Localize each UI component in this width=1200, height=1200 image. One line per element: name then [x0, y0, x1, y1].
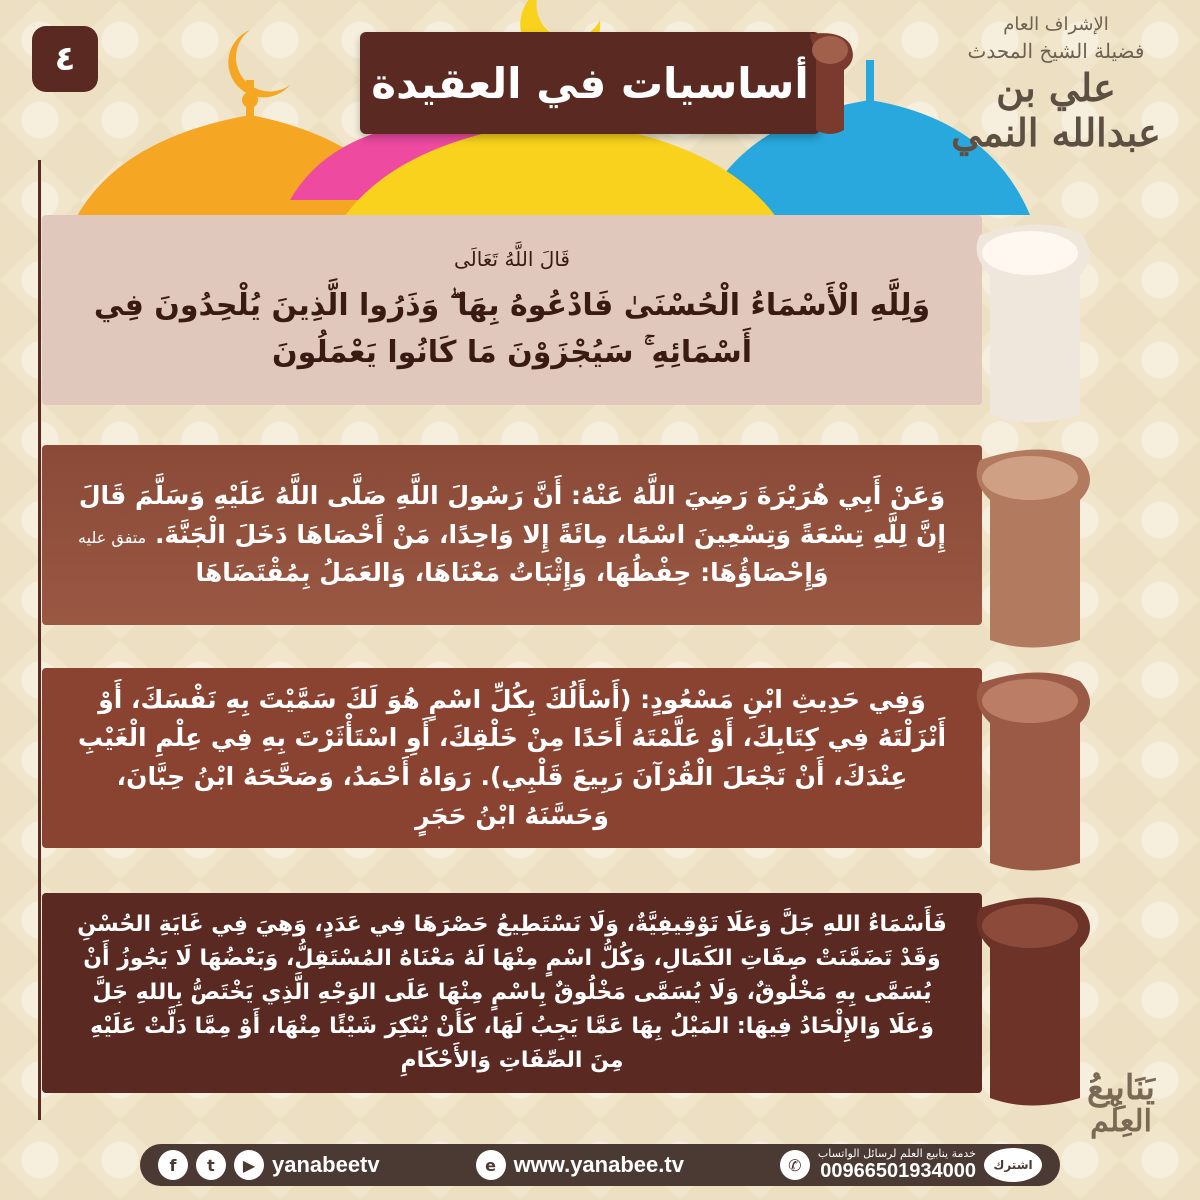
- whatsapp-note: خدمة ينابيع العلم لرسائل الواتساب: [817, 1146, 976, 1160]
- footer-bar: [140, 1144, 1060, 1186]
- website-link[interactable]: www.yanabee.tv: [513, 1152, 684, 1177]
- quran-intro: قَالَ اللَّهُ تَعَالَى: [454, 247, 570, 271]
- sheikh-credit: [936, 14, 1176, 155]
- hadith-abu-hurairah-panel: [42, 445, 982, 625]
- whatsapp-group: [780, 1148, 1042, 1182]
- credit-line1: الإشراف العام: [1003, 14, 1109, 35]
- social-handle[interactable]: yanabeetv: [272, 1152, 380, 1177]
- whatsapp-info: [818, 1148, 976, 1182]
- scroll-icon-3: [960, 663, 1110, 878]
- credit-line3: علي بن عبدالله النمي: [951, 65, 1161, 155]
- whatsapp-icon[interactable]: ✆: [780, 1150, 810, 1180]
- quran-verse: وَلِلَّهِ الْأَسْمَاءُ الْحُسْنَىٰ فَادْعُوهُ بِهَا ۖ وَذَرُوا الَّذِينَ يُلْحِدُونَ فِي أَسْمَائِهِ ۚ سَيُجْزَوْنَ مَا كَانُوا يَعْمَلُونَ: [93, 288, 931, 370]
- scroll-icon-1: [960, 215, 1110, 430]
- website-icon[interactable]: e: [476, 1150, 506, 1180]
- page-title: أساسيات في العقيدة: [371, 58, 809, 108]
- facebook-icon[interactable]: f: [158, 1150, 188, 1180]
- website-group: [476, 1150, 684, 1180]
- title-scroll-icon: [800, 30, 860, 138]
- ihsaa-explanation: وَإِحْصَاؤُهَا: حِفْظُهَا، وَإِثْبَاتُ مَعْنَاهَا، وَالعَمَلُ بِمُقْتَضَاهَا: [195, 558, 829, 588]
- twitter-icon[interactable]: t: [196, 1150, 226, 1180]
- phone-number[interactable]: 00966501934000: [820, 1160, 976, 1183]
- conclusion-panel: [42, 893, 982, 1093]
- hadith-source: متفق عليه: [78, 527, 147, 547]
- subscribe-badge[interactable]: اشترك: [984, 1148, 1042, 1182]
- hadith-abu-hurairah-text: وَعَنْ أَبِي هُرَيْرَةَ رَضِيَ اللَّهُ عَنْهُ: أَنَّ رَسُولَ اللَّهِ صَلَّى اللَّهُ عَلَيْهِ وَسَلَّمَ قَالَ إِنَّ لِلَّهِ تِسْعَةً وَتِسْعِينَ اسْمًا، مِائَةً إِلا وَاحِدًا، مَنْ أَحْصَاهَا دَخَلَ الْجَنَّةَ. متفق عليه: [78, 480, 946, 549]
- credit-line2: فضيلة الشيخ المحدث: [967, 39, 1145, 63]
- youtube-icon[interactable]: ▶: [234, 1150, 264, 1180]
- conclusion-text: فَأَسْمَاءُ اللهِ جَلَّ وَعَلَا تَوْقِيفِيَّةٌ، وَلَا نَسْتَطِيعُ حَصْرَهَا فِي عَدَدٍ، وَهِيَ فِي غَايَةِ الحُسْنِ وَقَدْ تَضَمَّنَتْ صِفَاتِ الكَمَالِ، وَكُلُّ اسْمٍ مِنْهَا لَهُ مَعْنَاهُ المُسْتَقِلُّ، وَبَعْضُهَا لَا يَجُوزُ أَنْ يُسَمَّى بِهِ مَخْلُوقٌ، وَلَا يُسَمَّى مَخْلُوقٌ بِاسْمٍ مِنْهَا عَلَى الوَجْهِ الَّذِي يَخْتَصُّ بِاللهِ جَلَّ وَعَلَا وَالإِلْحَادُ فِيهَا: المَيْلُ بِهَا عَمَّا يَجِبُ لَهَا، كَأَنْ يُنْكِرَ شَيْئًا مِنْهَا، أَوْ مِمَّا دَلَّتْ عَلَيْهِ مِنَ الصِّفَاتِ وَالأَحْكَامِ: [77, 911, 947, 1074]
- hadith-ibn-masud-text: وَفِي حَدِيثِ ابْنِ مَسْعُودٍ: (أَسْأَلُكَ بِكُلِّ اسْمٍ هُوَ لَكَ سَمَّيْتَ بِهِ نَفْسَكَ، أَوْ أَنْزَلْتَهُ فِي كِتَابِكَ، أَوْ عَلَّمْتَهُ أَحَدًا مِنْ خَلْقِكَ، أَوِ اسْتَأْثَرْتَ بِهِ فِي عِلْمِ الْغَيْبِ عِنْدَكَ، أَنْ تَجْعَلَ الْقُرْآنَ رَبِيعَ قَلْبِي). رَوَاهُ أَحْمَدُ، وَصَحَّحَهُ ابْنُ حِبَّانَ، وَحَسَّنَهُ ابْنُ حَجَرٍ: [77, 684, 947, 830]
- yanabee-logo: يَنَابِيعُ العِلْم: [1087, 1068, 1155, 1139]
- title-banner: [360, 32, 820, 134]
- quran-panel: [42, 215, 982, 405]
- social-group: [158, 1150, 380, 1180]
- page-number-badge: ٤: [32, 26, 98, 92]
- hadith-ibn-masud-panel: [42, 668, 982, 848]
- scroll-icon-2: [960, 440, 1110, 655]
- orange-crescent: [228, 30, 290, 97]
- blue-dome-spire: [866, 60, 874, 105]
- side-line: [38, 160, 41, 1120]
